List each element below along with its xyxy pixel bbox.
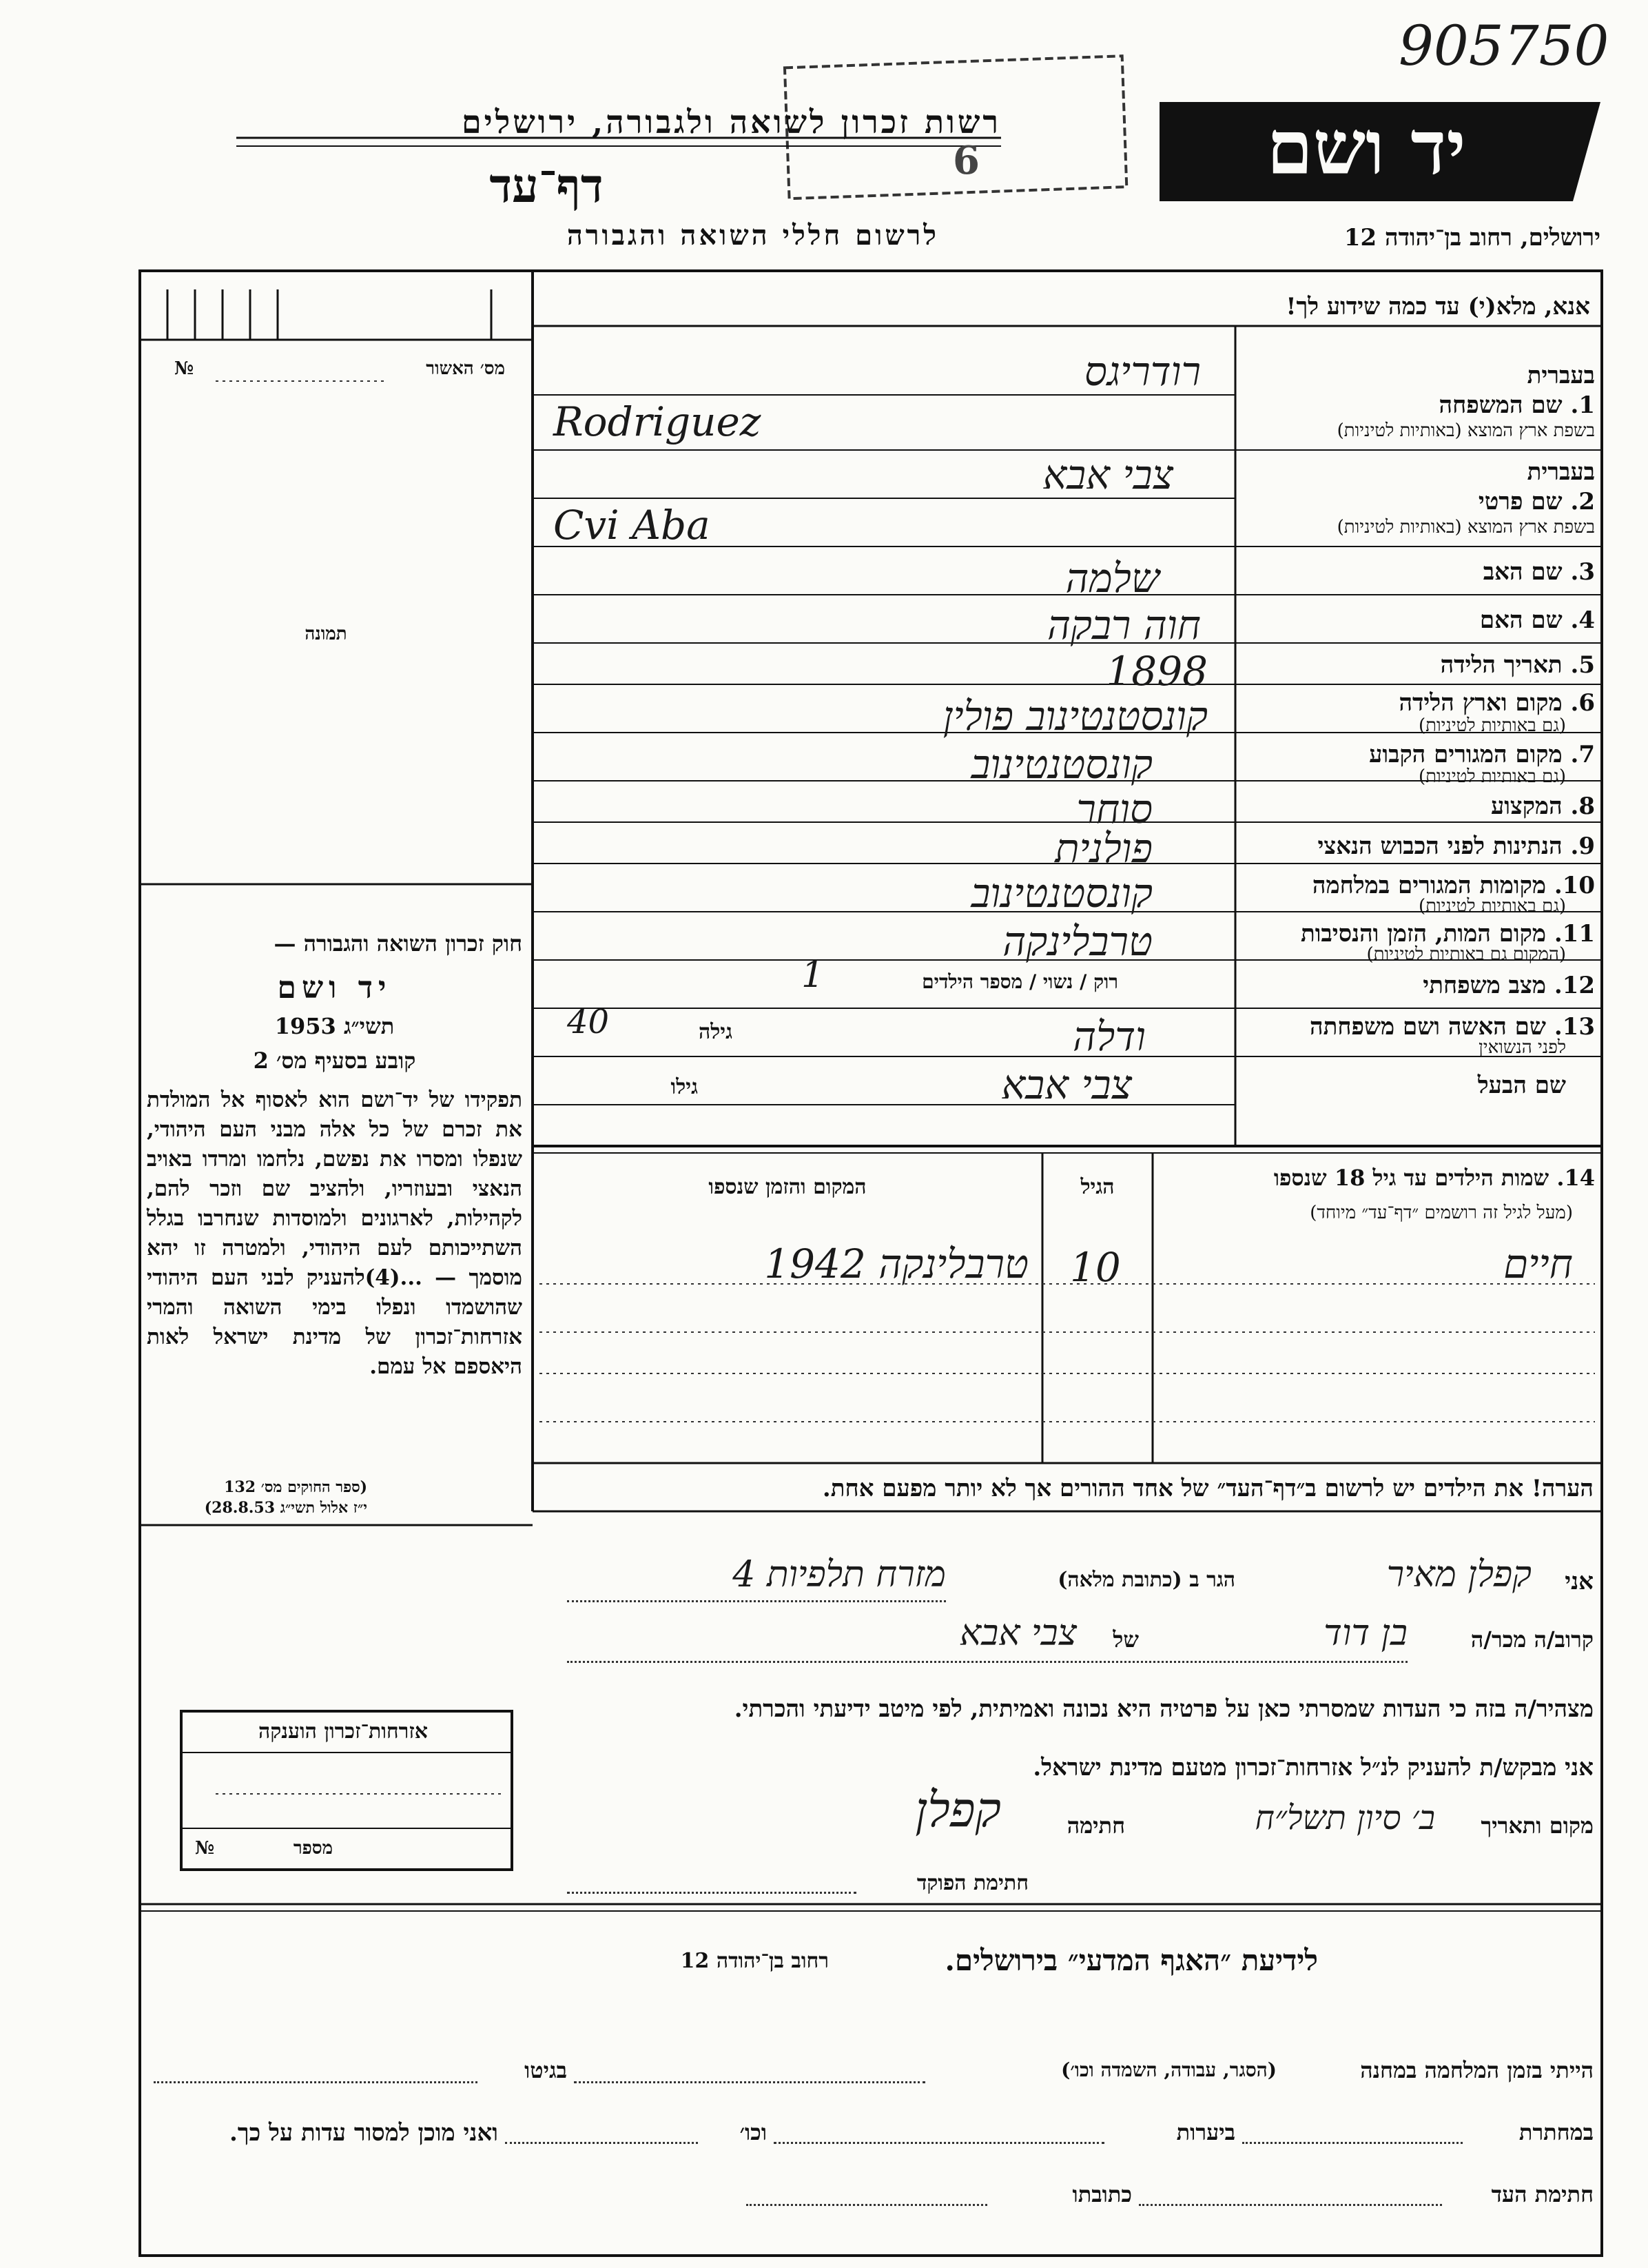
- field-13-label: [1242, 1013, 1595, 1041]
- law-name: יד ושם: [277, 970, 392, 1005]
- wife-age-label: גילה: [698, 1020, 732, 1044]
- first-name-latin: Cvi Aba: [553, 502, 710, 549]
- field-label: שם האשה ושם משפחתה: [1310, 1013, 1546, 1041]
- received-stamp: 6: [953, 138, 980, 183]
- bottom-line3-dots-b: [746, 2204, 987, 2206]
- husband-age-label: גילו: [670, 1075, 698, 1099]
- officer-line: [567, 1892, 856, 1894]
- field-number: 12.: [1554, 972, 1595, 999]
- field-7-latin-hint: (גם באותיות לטיניות): [1418, 766, 1566, 787]
- field-label: הנתינות לפני הכבוש הנאצי: [1317, 832, 1563, 860]
- bottom-line1-camp: הייתי בזמן המלחמה במחנה: [1360, 2057, 1594, 2083]
- bottom-line1-dots-b: [154, 2081, 477, 2083]
- citizenship-box-title: אזרחות־זכרון הוענקה: [258, 1719, 429, 1744]
- citizenship-number-label: מספר: [293, 1838, 333, 1859]
- law-title: חוק זכרון השואה והגבורה —: [274, 930, 522, 957]
- field-1-latin-hint: בשפת ארץ המוצא (באותיות לטיניות): [1337, 420, 1595, 441]
- profession: סוחר: [1076, 786, 1153, 832]
- law-source-1: (ספר החוקים מס׳ 132: [224, 1478, 367, 1496]
- bottom-line2-etc: וכו׳: [739, 2119, 767, 2145]
- law-source-2: י״ז אלול תשי״ג 28.8.53): [204, 1499, 367, 1517]
- wartime-residence: קונסטנטינוב: [971, 870, 1153, 917]
- citizenship-number-mark: №: [195, 1838, 215, 1859]
- children-label: [1160, 1165, 1595, 1191]
- relative-label: קרוב/ה מכר/ה: [1470, 1626, 1594, 1653]
- field-7-label: [1242, 741, 1595, 768]
- children-note: הערה! את הילדים יש לרשום ב״דף־העד״ של אחד ההורים אך לא יותר מפעם אחת.: [822, 1475, 1594, 1502]
- wife-name: ודלה: [1073, 1013, 1146, 1060]
- bottom-title: לידיעת ״האגף המדעי״ בירושלים.: [945, 1943, 1318, 1977]
- witness-signature: קפלן: [915, 1781, 1001, 1838]
- father-name: שלמה: [1065, 555, 1160, 602]
- witness-i-label: אני: [1565, 1568, 1594, 1595]
- citizenship-before: פולנית: [1055, 825, 1153, 872]
- form-title: דף־עד: [489, 159, 604, 214]
- bottom-line2-dots-a: [1242, 2142, 1463, 2144]
- address-line: [567, 1600, 946, 1602]
- field-label: שם האם: [1479, 606, 1563, 634]
- law-clause: קובע בסעיף מס׳ 2: [253, 1048, 416, 1074]
- form-intro: אנא, מלא(י) עד כמה שידוע לך!: [1286, 293, 1590, 320]
- field-number: 5.: [1570, 651, 1595, 679]
- first-name-hebrew: צבי אבא: [1042, 451, 1173, 498]
- relation-value: בן דוד: [1323, 1613, 1408, 1654]
- relative-line: [567, 1661, 1408, 1663]
- field-6-label: [1242, 689, 1595, 717]
- field-number: 9.: [1570, 832, 1595, 860]
- children-age-header: הגיל: [1080, 1175, 1115, 1199]
- photo-label: תמונה: [305, 624, 347, 644]
- bottom-line1-types: (הסגר, עבודה, השמדה וכו׳): [1061, 2058, 1277, 2081]
- place-date-label: מקום ותאריך: [1481, 1812, 1594, 1839]
- officer-signature-label: חתימת הפוקד: [916, 1871, 1029, 1895]
- approval-number-label: מס׳ האשור: [426, 358, 505, 379]
- field-label: מקומות המגורים במלחמה: [1312, 872, 1546, 899]
- of-value: צבי אבא: [960, 1613, 1077, 1654]
- bottom-line2-testimony: ואני מוכן למסור עדות על כך.: [229, 2119, 498, 2147]
- bottom-line2-forests: ביערות: [1176, 2119, 1235, 2145]
- form-subtitle: לרשום חללי השואה והגבורה: [566, 219, 939, 252]
- children-count: 1: [801, 954, 825, 996]
- mother-name: חוה רבקה: [1047, 602, 1201, 648]
- of-label: של: [1113, 1626, 1139, 1653]
- child-name: חיים: [1503, 1240, 1573, 1287]
- field-number: 3.: [1570, 558, 1595, 586]
- children-sublabel: (מעל לגיל זה רושמים ״דף־עד״ מיוחד): [1310, 1203, 1573, 1223]
- law-year: תשי״ג 1953: [274, 1013, 395, 1039]
- marital-options: רוק / נשוי / מספר הילדים: [922, 970, 1118, 993]
- family-name-latin: Rodriguez: [553, 398, 761, 445]
- field-number: 7.: [1570, 741, 1595, 768]
- field-10-latin-hint: (גם באותיות לטיניות): [1418, 896, 1566, 917]
- field-label: תאריך הלידה: [1440, 651, 1563, 679]
- field-3-label: [1242, 558, 1595, 586]
- field-2-latin-hint: בשפת ארץ המוצא (באותיות לטיניות): [1337, 517, 1595, 538]
- field-label: מקום המות, הזמן והנסיבות: [1300, 920, 1546, 948]
- archive-number: 905750: [1399, 14, 1609, 78]
- field-number: 11.: [1554, 920, 1595, 948]
- field-number: 4.: [1570, 606, 1595, 634]
- witness-address-label: הגר ב (כתובת מלאה): [1058, 1568, 1235, 1592]
- bottom-line2-underground: במחתרת: [1518, 2119, 1594, 2145]
- field-2-label: [1242, 488, 1595, 515]
- field-hebrew-label-1: בעברית: [1527, 362, 1595, 389]
- family-name-hebrew: רודריגס: [1084, 348, 1201, 395]
- children-place-header: המקום והזמן שנספו: [708, 1175, 867, 1199]
- field-number: 10.: [1554, 872, 1595, 899]
- field-label: שמות הילדים עד גיל 18 שנספו: [1273, 1165, 1549, 1191]
- bottom-line1-ghetto: בגיטו: [524, 2057, 567, 2083]
- field-number: 14.: [1556, 1165, 1595, 1191]
- field-12-label: [1242, 972, 1595, 999]
- bottom-line2-dots-c: [505, 2142, 698, 2144]
- field-label: שם האב: [1483, 558, 1563, 586]
- header-address: ירושלים, רחוב בן־יהודה 12: [1343, 224, 1600, 252]
- bottom-witness-address: כתובתו: [1072, 2181, 1132, 2207]
- field-6-latin-hint: (גם באותיות לטיניות): [1418, 715, 1566, 736]
- field-number: 1.: [1570, 391, 1595, 419]
- field-1-label: [1242, 391, 1595, 419]
- husband-name: צבי אבא: [1001, 1061, 1132, 1108]
- birth-date: 1898: [1106, 648, 1208, 695]
- birth-place: קונסטנטינוב פולין: [943, 693, 1208, 739]
- field-4-label: [1242, 606, 1595, 634]
- field-number: 2.: [1570, 488, 1595, 515]
- field-label: שם פרטי: [1478, 488, 1563, 515]
- field-9-label: [1242, 832, 1595, 860]
- field-8-label: [1242, 793, 1595, 820]
- field-5-label: [1242, 651, 1595, 679]
- bottom-line2-dots-b: [774, 2142, 1104, 2144]
- field-label: מקום וארץ הלידה: [1399, 689, 1563, 717]
- permanent-residence: קונסטנטינוב: [971, 741, 1153, 788]
- field-label: המקצוע: [1490, 793, 1563, 820]
- bottom-line3-dots-a: [1139, 2204, 1442, 2206]
- yad-vashem-logo: יד ושם: [1266, 105, 1466, 192]
- child-age: 10: [1070, 1244, 1121, 1291]
- request-text: אני מבקש/ת להעניק לנ״ל אזרחות־זכרון מטעם מדינת ישראל.: [1033, 1754, 1594, 1781]
- field-label: שם המשפחה: [1439, 391, 1563, 419]
- field-11-label: [1242, 920, 1595, 948]
- bottom-line1-dots-a: [574, 2081, 925, 2083]
- declaration-text: מצהיר/ה בזה כי העדות שמסרתי כאן על פרטיה היא נכונה ואמיתית, לפי מיטב ידיעתי והכרתי.: [734, 1695, 1594, 1723]
- signature-label: חתימה: [1067, 1812, 1125, 1839]
- field-number: 8.: [1570, 793, 1595, 820]
- law-text: תפקידו של יד־ושם הוא לאסוף אל המולדת את זכרם של כל אלה מבני העם היהודי, שנפלו ומסרו את נפשם, נלחמו ומרדו באויב הנאצי ובעוזריו, ולהציב שם וזכר להם, לקהילות, לארגונים ולמוסדות שנחרבו בגלל השתייכותם לעם היהודי, ולמטרה זו יהא מוסמך — ...(4)להעניק לבני העם היהודי שהושמדו ונפלו בימי השואה והמרי אזרחות־זכרון של מדינת ישראל לאות היאספם אל עמם.: [147, 1087, 522, 1379]
- child-place-time: טרבלינקה 1942: [764, 1240, 1029, 1287]
- field-hebrew-label-2: בעברית: [1527, 458, 1595, 486]
- field-number: 6.: [1570, 689, 1595, 717]
- bottom-witness-signature: חתימת העד: [1491, 2181, 1594, 2207]
- death-place: טרבלינקה: [1002, 918, 1153, 965]
- place-date-value: ב׳ סיון תשל״ח: [1255, 1799, 1435, 1837]
- witness-address: מזרח תלפיות 4: [732, 1554, 946, 1595]
- field-13-sublabel: לפני הנשואין: [1479, 1037, 1566, 1058]
- wife-age: 40: [567, 1003, 610, 1041]
- authority-name: רשות זכרון לשואה ולגבורה, ירושלים: [461, 103, 1001, 141]
- field-11-latin-hint: (המקום גם באותיות לטיניות): [1366, 944, 1566, 965]
- witness-name: קפלן מאיר: [1386, 1554, 1532, 1595]
- field-10-label: [1242, 872, 1595, 899]
- field-husband-label: שם הבעל: [1477, 1072, 1566, 1099]
- bottom-address: רחוב בן־יהודה 12: [680, 1949, 829, 1973]
- approval-number-mark: №: [174, 358, 194, 379]
- field-label: מקום המגורים הקבוע: [1369, 741, 1563, 768]
- field-number: 13.: [1554, 1013, 1595, 1041]
- field-label: מצב משפחתי: [1423, 972, 1546, 999]
